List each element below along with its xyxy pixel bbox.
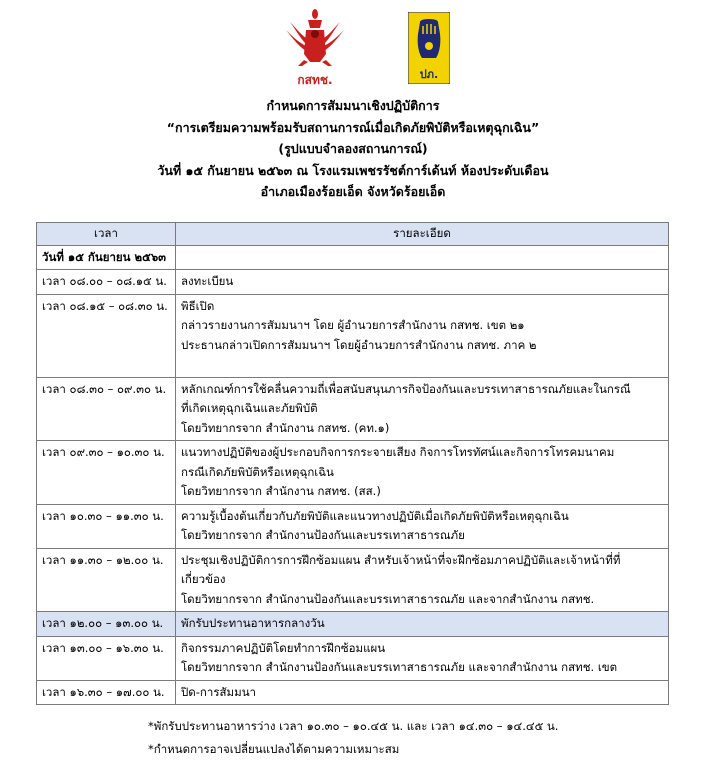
dept-disaster-prevention-logo [408, 12, 450, 84]
detail-line: พิธีเปิด [181, 298, 215, 313]
detail-line: ปิด-การสัมมนา [181, 684, 257, 699]
time-cell: เวลา ๐๘.๑๕ – ๐๘.๓๐ น. [37, 294, 176, 377]
table-row [37, 680, 669, 705]
detail-cell [176, 270, 669, 295]
table-row [37, 377, 669, 441]
detail-cell [176, 294, 669, 377]
heading-line-4: วันที่ ๑๕ กันยายน ๒๕๖๓ ณ โรงแรมเพชรรัชต์การ์เด้นท์ ห้องประดับเดือน [157, 162, 549, 178]
detail-line: แนวทางปฏิบัติของผู้ประกอบกิจการกระจายเสียง กิจการโทรทัศน์และกิจการโทรคมนาคม [181, 445, 615, 459]
table-row [37, 636, 669, 680]
detail-line: โดยวิทยากรจาก สำนักงานป้องกันและบรรเทาสาธารณภัย และจากสำนักงาน กสทช. เขต [181, 660, 618, 674]
date-empty-cell [176, 245, 669, 270]
heading-line-2: “การเตรียมความพร้อมรับสถานการณ์เมื่อเกิดภัยพิบัติหรือเหตุฉุกเฉิน” [166, 119, 540, 135]
document-heading [0, 95, 706, 203]
detail-cell [176, 504, 669, 548]
detail-line: ที่เกิดเหตุฉุกเฉินและภัยพิบัติ [181, 401, 318, 415]
detail-line: ลงทะเบียน [181, 274, 234, 288]
table-row [37, 548, 669, 612]
footnote-1: *พักรับประทานอาหารว่าง เวลา ๑๐.๓๐ – ๑๐.๔๕ น. และ เวลา ๑๔.๓๐ – ๑๔.๔๕ น. [148, 719, 559, 733]
schedule-table [36, 222, 669, 705]
detail-line: โดยวิทยากรจาก สำนักงานป้องกันและบรรเทาสาธารณภัย [181, 528, 465, 542]
nbtc-garuda-logo [282, 8, 348, 88]
detail-line: เกี่ยวข้อง [181, 572, 226, 586]
footnote-2: *กำหนดการอาจเปลี่ยนแปลงได้ตามความเหมาะสม [148, 742, 400, 756]
table-row [37, 270, 669, 295]
time-cell: เวลา ๑๐.๓๐ – ๑๑.๓๐ น. [37, 504, 176, 548]
date-row [37, 245, 669, 270]
header-time: เวลา [37, 223, 176, 246]
detail-cell [176, 636, 669, 680]
table-row [37, 294, 669, 377]
table-row [37, 441, 669, 505]
time-cell: เวลา ๐๘.๓๐ – ๐๙.๓๐ น. [37, 377, 176, 441]
heading-line-3: (รูปแบบจำลองสถานการณ์) [278, 141, 428, 156]
detail-line: ความรู้เบื้องต้นเกี่ยวกับภัยพิบัติและแนวทางปฏิบัติเมื่อเกิดภัยพิบัติหรือเหตุฉุกเฉิน [181, 508, 569, 523]
footnotes [148, 715, 558, 761]
detail-line: ประชุมเชิงปฏิบัติการการฝึกซ้อมแผน สำหรับเจ้าหน้าที่จะฝึกซ้อมภาคปฏิบัติและเจ้าหน้าที่ที่ [181, 552, 621, 567]
heading-line-5: อำเภอเมืองร้อยเอ็ด จังหวัดร้อยเอ็ด [260, 184, 446, 199]
nbtc-logo-text: กสทช. [297, 73, 333, 87]
detail-line: กล่าวรายงานการสัมมนาฯ โดย ผู้อำนวยการสำนักงาน กสทช. เขต ๒๑ [181, 318, 525, 332]
table-row [37, 504, 669, 548]
detail-line: โดยวิทยากรจาก สำนักงาน กสทช. (สส.) [181, 484, 381, 498]
detail-line: ประธานกล่าวเปิดการสัมมนาฯ โดยผู้อำนวยการสำนักงาน กสทช. ภาค ๒ [181, 337, 537, 352]
detail-line: โดยวิทยากรจาก สำนักงาน กสทช. (คท.๑) [181, 420, 390, 435]
date-cell: วันที่ ๑๕ กันยายน ๒๕๖๓ [37, 245, 176, 270]
detail-line: พักรับประทานอาหารกลางวัน [181, 616, 325, 630]
time-cell: เวลา ๑๓.๐๐ – ๑๖.๓๐ น. [37, 636, 176, 680]
table-header-row [37, 223, 669, 246]
table-row [37, 612, 669, 637]
detail-cell [176, 441, 669, 505]
detail-line: โดยวิทยากรจาก สำนักงานป้องกันและบรรเทาสาธารณภัย และจากสำนักงาน กสทช. [181, 591, 595, 606]
header-detail: รายละเอียด [176, 223, 669, 246]
detail-line: หลักเกณฑ์การใช้คลื่นความถี่เพื่อสนับสนุนภารกิจป้องกันและบรรเทาสาธารณภัยและในกรณี [181, 381, 631, 396]
time-cell: เวลา ๑๑.๓๐ – ๑๒.๐๐ น. [37, 548, 176, 612]
detail-line: กรณีเกิดภัยพิบัติหรือเหตุฉุกเฉิน [181, 464, 334, 479]
logo-bar [0, 8, 706, 88]
time-cell: เวลา ๐๘.๐๐ – ๐๘.๑๕ น. [37, 270, 176, 295]
detail-line: กิจกรรมภาคปฏิบัติโดยทำการฝึกซ้อมแผน [181, 640, 386, 655]
time-cell: เวลา ๐๙.๓๐ – ๑๐.๓๐ น. [37, 441, 176, 505]
time-cell: เวลา ๑๖.๓๐ – ๑๗.๐๐ น. [37, 680, 176, 705]
detail-cell [176, 377, 669, 441]
dept-logo-text: ปภ. [419, 68, 439, 81]
detail-line [181, 355, 663, 375]
detail-cell [176, 680, 669, 705]
heading-line-1: กำหนดการสัมมนาเชิงปฏิบัติการ [266, 98, 440, 113]
time-cell: เวลา ๑๒.๐๐ – ๑๓.๐๐ น. [37, 612, 176, 637]
detail-cell [176, 548, 669, 612]
detail-cell [176, 612, 669, 637]
